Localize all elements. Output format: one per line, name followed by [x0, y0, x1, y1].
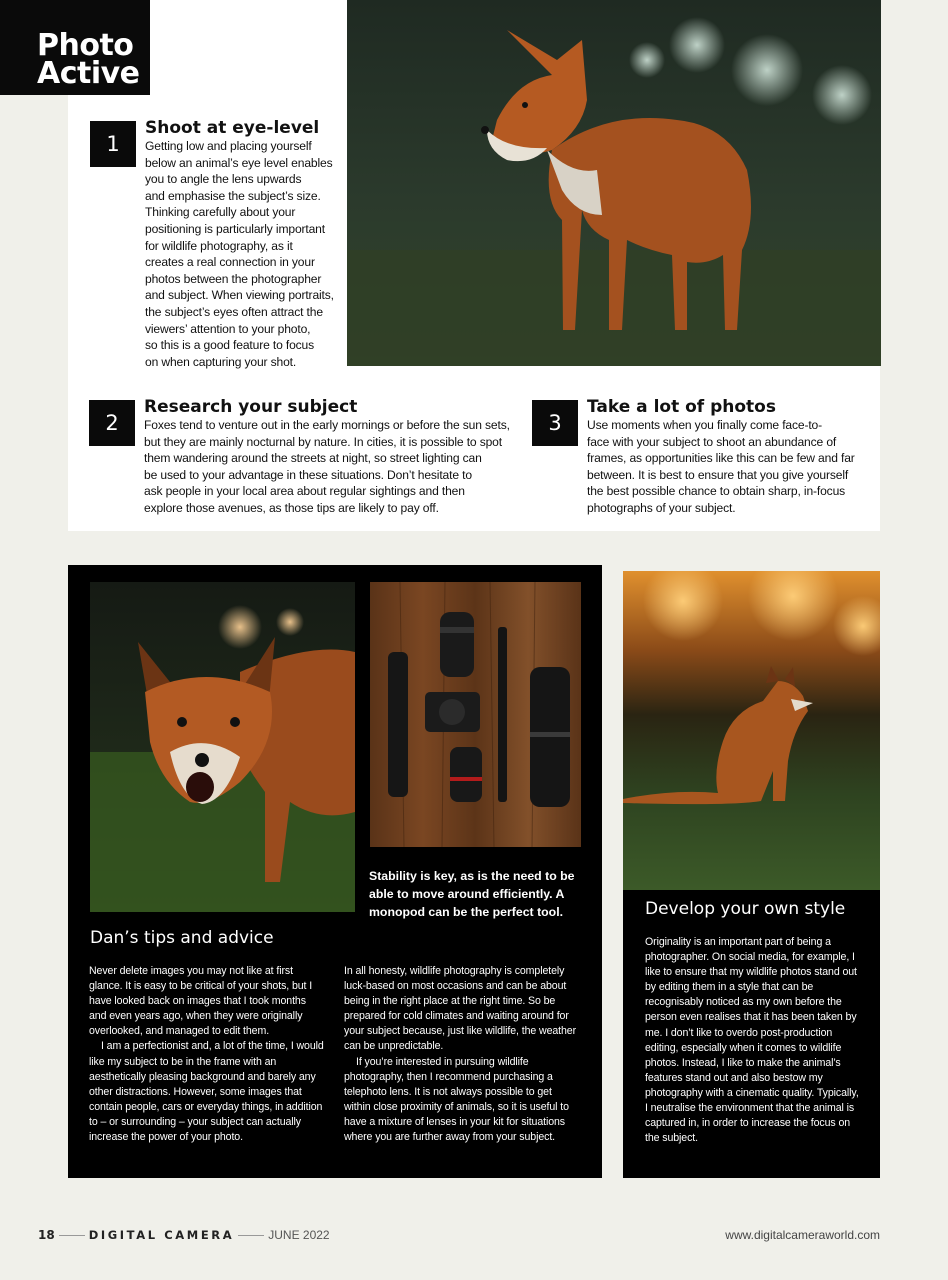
tip-line: on when capturing your shot.	[145, 354, 297, 369]
folio	[38, 1228, 330, 1242]
section-label-line2: Active	[37, 56, 140, 91]
gear-caption	[369, 867, 579, 921]
tip-number-3: 3	[532, 400, 578, 446]
advice-paragraph: Never delete images you may not like at first glance. It is easy to be critical of your shots, but I have looked back on images that I took months and even years ago, when they were originally overlooked, and managed to edit them.	[89, 965, 313, 1038]
advice-title: Dan’s tips and advice	[90, 928, 274, 948]
tip-line: be used to your advantage in these situations. Don’t hesitate to	[144, 467, 472, 482]
tip-line: creates a real connection in your	[145, 255, 315, 270]
tip-line: photographs of your subject.	[587, 500, 736, 515]
advice-paragraph: In all honesty, wildlife photography is completely luck-based on most occasions and can be about being in the right place at the right time. So be prepared for cold climates and waiting around for your subject because, just like wildlife, the weather can be unpredictable.	[344, 965, 577, 1053]
style-body: Originality is an important part of being a photographer. On social media, for example, I like to ensure that my wildlife photos stand out by editing them in a style that can be recognisably noticed as my own before the person even realises that it has been taken by me. I don’t like to overdo post-production editing, especially when it comes to wildlife photos. Instead, I like to make the animal’s features stand out and also bestow my photography with a cinematic quality. Typically, I neutralise the environment that the animal is captured in, in order to increase the focus on the subject.	[645, 936, 859, 1145]
tip-line: but they are mainly nocturnal by nature. In cities, it is possible to spot	[144, 434, 502, 449]
tip-line: for wildlife photography, as it	[145, 238, 293, 253]
tip-line: viewers’ attention to your photo,	[145, 321, 311, 336]
tip-line: and emphasise the subject’s size.	[145, 188, 321, 203]
tip-line: ask people in your local area about regular sightings and then	[144, 484, 465, 499]
tip-line: positioning is particularly important	[145, 221, 325, 236]
caption-line: monopod can be the perfect tool.	[369, 905, 564, 919]
tip-line: you to angle the lens upwards	[145, 172, 302, 187]
tip-line: explore those avenues, as those tips are likely to pay off.	[144, 500, 439, 515]
tip-line: and subject. When viewing portraits,	[145, 288, 334, 303]
tip-line: the best possible chance to obtain sharp, in-focus	[587, 484, 846, 499]
tip-line: them wandering around the streets at night, so street lighting can	[144, 451, 482, 466]
tip-body-3	[587, 417, 867, 517]
section-label-line1: Photo	[37, 28, 134, 63]
caption-line: able to move around efficiently. A	[369, 887, 565, 901]
photo-fox-sitting	[623, 571, 880, 890]
photo-gear-flatlay	[370, 582, 581, 847]
style-title: Develop your own style	[645, 899, 846, 919]
tip-title-2: Research your subject	[144, 397, 358, 417]
advice-paragraph: If you’re interested in pursuing wildlife photography, then I recommend purchasing a telephoto lens. It is not always possible to get within close proximity of animals, so it is useful to have a mixture of lenses in your kit for situations where you are further away from your subject.	[344, 1055, 569, 1144]
tip-line: Getting low and placing yourself	[145, 139, 312, 153]
tip-number-2: 2	[89, 400, 135, 446]
advice-paragraph: I am a perfectionist and, a lot of the time, I would like my subject to be in the frame with an aesthetically pleasing background and barely any other distractions. However, some images that contain people, cars or everyday things, in addition to – or surrounding – your subject can actually increase the power of your photo.	[89, 1040, 324, 1144]
tip-number-1: 1	[90, 121, 136, 167]
tip-line: photos between the photographer	[145, 271, 322, 286]
tip-line: below an animal’s eye level enables	[145, 155, 333, 170]
tip-line: Use moments when you finally come face-to-	[587, 418, 823, 432]
magazine-name: DIGITAL CAMERA	[88, 1228, 235, 1242]
section-badge	[0, 0, 150, 95]
tip-line: face with your subject to shoot an abundance of	[587, 434, 837, 449]
tip-line: the subject’s eyes often attract the	[145, 304, 323, 319]
caption-line: Stability is key, as is the need to be	[369, 869, 575, 883]
issue-date: JUNE 2022	[268, 1228, 330, 1242]
tip-title-3: Take a lot of photos	[587, 397, 776, 417]
tip-line: frames, as opportunities like this can be few and far	[587, 451, 855, 466]
advice-column-1	[89, 964, 325, 1145]
tip-line: Foxes tend to venture out in the early mornings or before the sun sets,	[144, 418, 510, 432]
folio-rule	[59, 1235, 85, 1236]
tip-line: so this is a good feature to focus	[145, 338, 315, 353]
website-url: www.digitalcameraworld.com	[725, 1228, 880, 1242]
tip-title-1: Shoot at eye-level	[145, 118, 320, 138]
advice-column-2	[344, 964, 580, 1145]
tip-body-2	[144, 417, 519, 517]
tip-line: Thinking carefully about your	[145, 205, 296, 220]
page-number: 18	[38, 1228, 55, 1242]
photo-fox-snarling	[90, 582, 355, 912]
folio-rule	[238, 1235, 264, 1236]
photo-fox-standing	[347, 0, 881, 366]
tip-body-1	[145, 138, 345, 370]
tip-line: between. It is best to ensure that you give yourself	[587, 467, 849, 482]
